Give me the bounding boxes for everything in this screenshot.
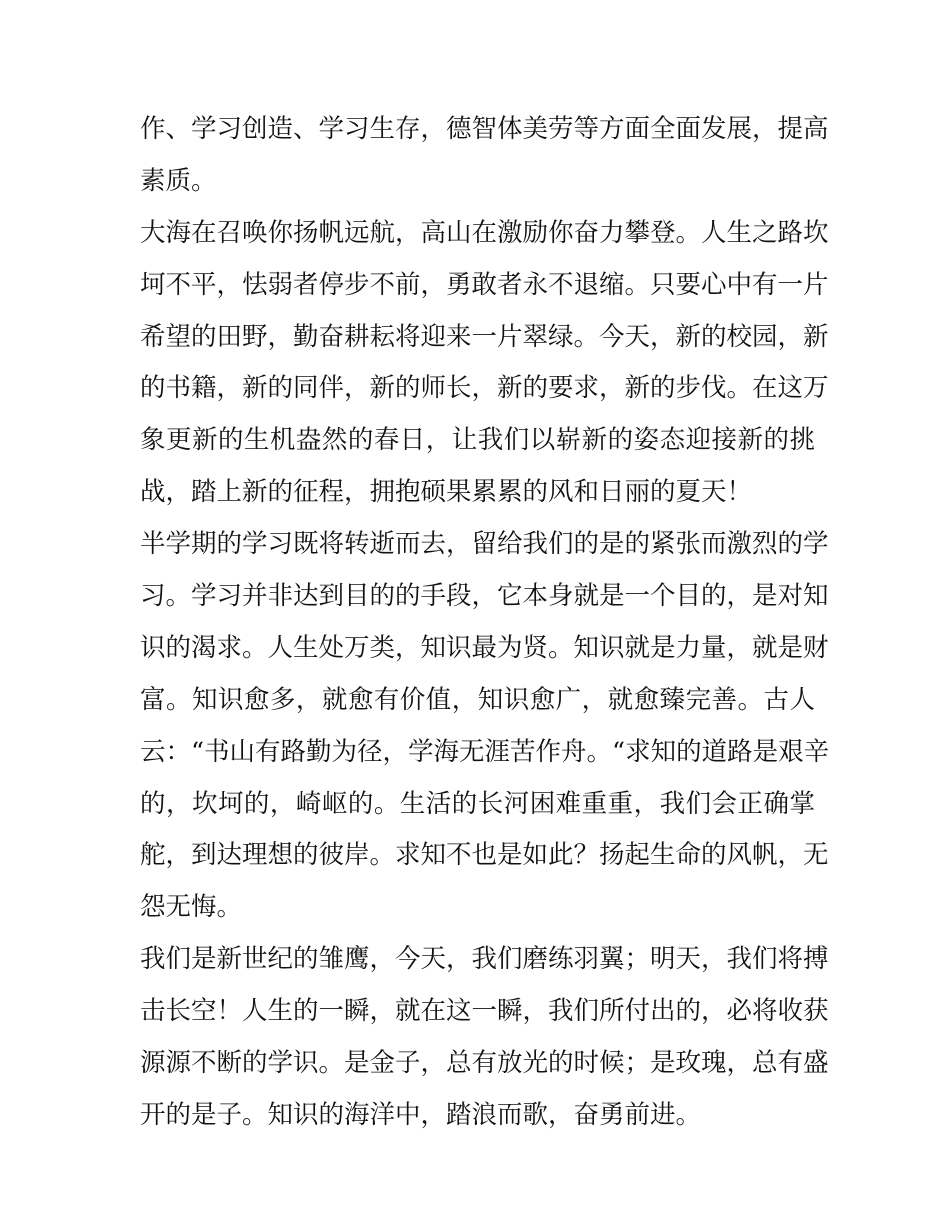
text-line: 舵，到达理想的彼岸。求知不也是如此？扬起生命的风帆，无 xyxy=(140,840,829,871)
paragraph-3 xyxy=(140,519,830,934)
text-line: 希望的田野，勤奋耕耘将迎来一片翠绿。今天，新的校园，新 xyxy=(140,321,829,352)
text-line: 战，踏上新的征程，拥抱硕果累累的风和日丽的夏天！ xyxy=(140,477,753,508)
document-body xyxy=(140,104,830,1142)
text-line: 坷不平，怯弱者停步不前，勇敢者永不退缩。只要心中有一片 xyxy=(140,269,829,300)
text-line: 怨无悔。 xyxy=(140,892,243,923)
text-line: 的书籍，新的同伴，新的师长，新的要求，新的步伐。在这万 xyxy=(140,373,829,404)
paragraph-4 xyxy=(140,934,829,1142)
text-line: 击长空！人生的一瞬，就在这一瞬，我们所付出的，必将收获 xyxy=(140,996,829,1027)
text-line: 我们是新世纪的雏鹰，今天，我们磨练羽翼；明天，我们将搏 xyxy=(140,944,829,975)
text-line: 半学期的学习既将转逝而去，留给我们的是的紧张而激烈的学 xyxy=(140,529,829,560)
paragraph-2 xyxy=(140,208,829,519)
paragraph-1 xyxy=(140,104,829,208)
text-line: 大海在召唤你扬帆远航，高山在激励你奋力攀登。人生之路坎 xyxy=(140,217,829,248)
text-line: 开的是子。知识的海洋中，踏浪而歌，奋勇前进。 xyxy=(140,1099,702,1130)
text-line: 识的渴求。人生处万类，知识最为贤。知识就是力量，就是财 xyxy=(140,632,829,663)
text-line: 富。知识愈多，就愈有价值，知识愈广，就愈臻完善。古人 xyxy=(140,684,815,715)
text-line: 的，坎坷的，崎岖的。生活的长河困难重重，我们会正确掌 xyxy=(140,788,815,819)
text-line: 源源不断的学识。是金子，总有放光的时候；是玫瑰，总有盛 xyxy=(140,1048,829,1079)
text-line: 习。学习并非达到目的的手段，它本身就是一个目的，是对知 xyxy=(140,581,829,612)
text-line: 云：“书山有路勤为径，学海无涯苦作舟。“求知的道路是艰辛 xyxy=(140,736,830,767)
text-line: 象更新的生机盎然的春日，让我们以崭新的姿态迎接新的挑 xyxy=(140,425,815,456)
text-line: 素质。 xyxy=(140,165,217,196)
text-line: 作、学习创造、学习生存，德智体美劳等方面全面发展，提高 xyxy=(140,114,829,144)
